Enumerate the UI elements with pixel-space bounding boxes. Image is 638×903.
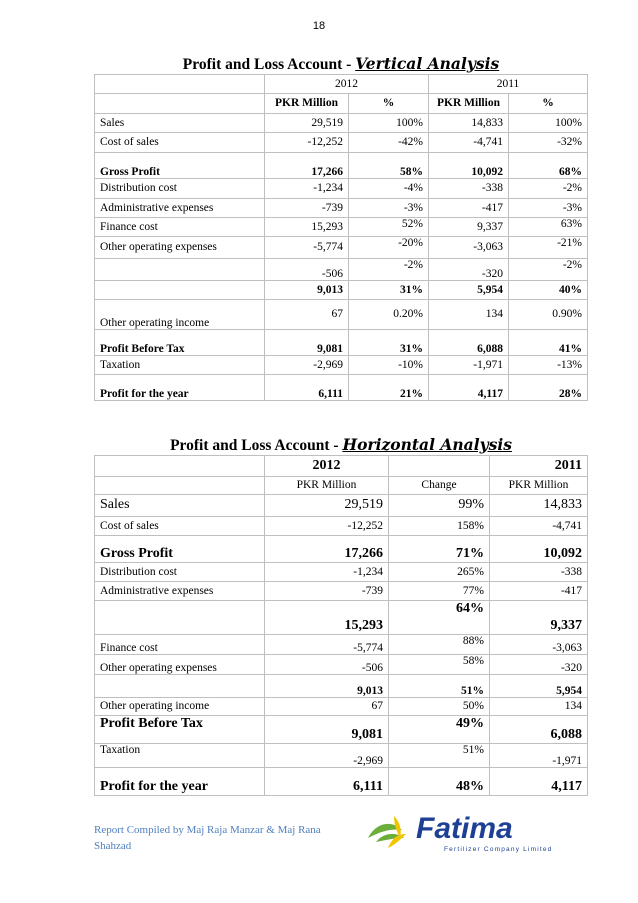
table-row: Gross Profit 17,266 58% 10,092 68%	[95, 152, 588, 178]
row-label: Cost of sales	[95, 516, 265, 535]
table-row: Taxation -2,969 -10% -1,971 -13%	[95, 355, 588, 374]
table-row: Profit for the year 6,111 48% 4,117	[95, 767, 588, 795]
row-label: Other operating income	[95, 299, 265, 329]
row-label: Taxation	[95, 355, 265, 374]
row-label: Other operating income	[95, 697, 265, 715]
table-row: -506 -2% -320 -2%	[95, 258, 588, 280]
horizontal-col-pkr-2011: PKR Million	[490, 476, 588, 494]
row-label: Gross Profit	[95, 152, 265, 178]
horizontal-col-change: Change	[389, 476, 490, 494]
vertical-title-accent: Vertical Analysis	[355, 53, 500, 73]
vertical-year-2012: 2012	[265, 74, 429, 93]
horizontal-year-2011: 2011	[490, 455, 588, 476]
logo-tagline: Fertilizer Company Limited	[444, 846, 553, 853]
row-label: Cost of sales	[95, 132, 265, 152]
page-number: 18	[312, 20, 326, 32]
table-row: Administrative expenses -739 -3% -417 -3%	[95, 198, 588, 217]
table-row: Cost of sales -12,252 -42% -4,741 -32%	[95, 132, 588, 152]
fatima-logo	[366, 808, 588, 858]
table-row: 15,293 64% 9,337	[95, 600, 588, 634]
row-label: Taxation	[95, 743, 265, 767]
table-row: Other operating income 67 0.20% 134 0.90%	[95, 299, 588, 329]
table-row: Profit for the year 6,111 21% 4,117 28%	[95, 374, 588, 400]
table-row: Other operating expenses -506 58% -320	[95, 654, 588, 674]
table-row: Profit Before Tax 9,081 49% 6,088	[95, 715, 588, 743]
horizontal-title-accent: Horizontal Analysis	[342, 434, 512, 454]
vertical-col-pct-2011: %	[509, 93, 588, 113]
vertical-year-2011: 2011	[429, 74, 588, 93]
report-compiled-by: Report Compiled by Maj Raja Manzar & Maj Rana Shahzad	[94, 824, 321, 852]
table-row: 9,013 51% 5,954	[95, 674, 588, 697]
table-row: Other operating expenses -5,774 -20% -3,063 -21%	[95, 236, 588, 258]
logo-wordmark: Fatima	[416, 812, 513, 845]
table-row: Sales 29,519 99% 14,833	[95, 494, 588, 516]
horizontal-year-2012: 2012	[265, 455, 389, 476]
row-label: Sales	[95, 113, 265, 132]
row-label: Profit Before Tax	[95, 329, 265, 355]
vertical-analysis-table	[94, 48, 588, 401]
row-label: Other operating expenses	[95, 236, 265, 258]
vertical-title: Profit and Loss Account - Vertical Analysis	[95, 48, 588, 74]
row-label: Distribution cost	[95, 562, 265, 581]
horizontal-title: Profit and Loss Account - Horizontal Analysis	[95, 430, 588, 455]
table-row: Cost of sales -12,252 158% -4,741	[95, 516, 588, 535]
row-label	[95, 258, 265, 280]
table-row: Profit Before Tax 9,081 31% 6,088 41%	[95, 329, 588, 355]
row-label: Profit for the year	[95, 374, 265, 400]
row-label: Administrative expenses	[95, 581, 265, 600]
row-label	[95, 280, 265, 299]
row-label: Finance cost	[95, 217, 265, 236]
row-label	[95, 674, 265, 697]
row-label: Other operating expenses	[95, 654, 265, 674]
table-row: Gross Profit 17,266 71% 10,092	[95, 535, 588, 562]
row-label	[95, 600, 265, 634]
horizontal-col-pkr-2012: PKR Million	[265, 476, 389, 494]
horizontal-analysis-table	[94, 430, 588, 796]
row-label: Finance cost	[95, 634, 265, 654]
table-row: Administrative expenses -739 77% -417	[95, 581, 588, 600]
row-label: Distribution cost	[95, 178, 265, 198]
table-row: 9,013 31% 5,954 40%	[95, 280, 588, 299]
row-label: Profit Before Tax	[95, 715, 265, 743]
table-row: Finance cost 15,293 52% 9,337 63%	[95, 217, 588, 236]
row-label: Profit for the year	[95, 767, 265, 795]
row-label: Gross Profit	[95, 535, 265, 562]
table-row: Sales 29,519 100% 14,833 100%	[95, 113, 588, 132]
table-row: Distribution cost -1,234 -4% -338 -2%	[95, 178, 588, 198]
row-label: Administrative expenses	[95, 198, 265, 217]
table-row: Distribution cost -1,234 265% -338	[95, 562, 588, 581]
vertical-col-pkr-2011: PKR Million	[429, 93, 509, 113]
table-row: Other operating income 67 50% 134	[95, 697, 588, 715]
leaf-icon	[368, 816, 406, 848]
table-row: Finance cost -5,774 88% -3,063	[95, 634, 588, 654]
row-label: Sales	[95, 494, 265, 516]
vertical-col-pct-2012: %	[349, 93, 429, 113]
table-row: Taxation -2,969 51% -1,971	[95, 743, 588, 767]
vertical-col-pkr-2012: PKR Million	[265, 93, 349, 113]
